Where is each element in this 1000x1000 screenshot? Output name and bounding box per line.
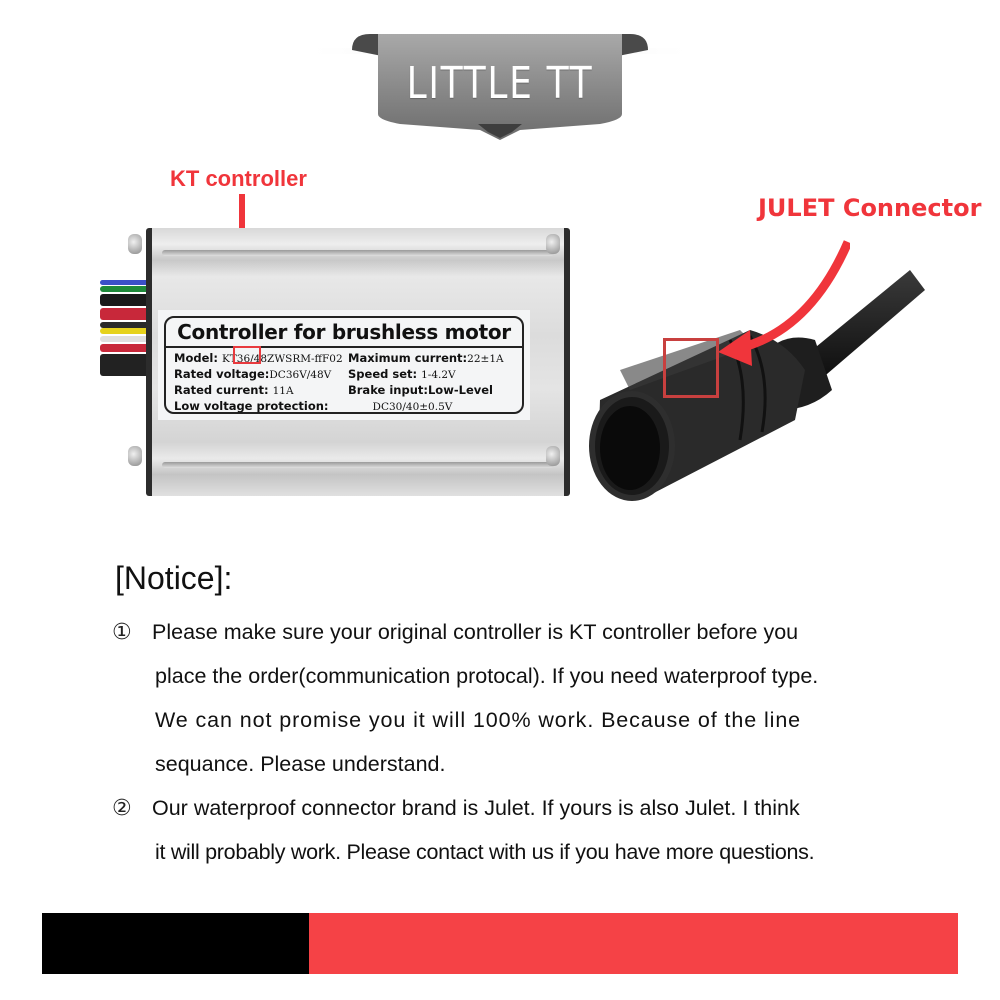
julet-logo-highlight-box [663,338,719,398]
notice-item-1-line-4: sequance. Please understand. [155,752,446,776]
spec-rated-current: Rated current: 11A [174,383,294,397]
spec-label-plate [158,310,530,420]
item-1-marker: ① [112,620,132,645]
footer-bar-black [42,913,309,974]
spec-brake-input: Brake input:Low-Level [348,383,493,397]
notice-item-2-line-2: it will probably work. Please contact with us if you have more questions. [155,840,815,864]
spec-model: Model: KT36/48ZWSRM-ffF02 [174,351,343,365]
spec-rated-voltage: Rated voltage:DC36V/48V [174,367,332,381]
spec-max-current: Maximum current:22±1A [348,351,504,365]
julet-connector-label: JULET Connector [758,194,982,222]
notice-heading: [Notice]: [115,560,233,596]
kt-model-highlight-box [233,346,261,364]
spec-title: Controller for brushless motor [166,320,522,348]
notice-item-1-line-3: We can not promise you it will 100% work. Because of the line [155,708,802,732]
notice-item-1-line-2: place the order(communication protocal). If you need waterproof type. [155,664,819,688]
wire-bundle [100,268,150,408]
item-2-marker: ② [112,796,132,821]
footer-bar-red [309,913,958,974]
curved-arrow-icon [700,240,850,380]
brand-banner [300,28,700,148]
notice-item-2-line-1: Our waterproof connector brand is Julet. If yours is also Julet. I think [152,796,800,820]
kt-controller-image [98,220,560,500]
brand-title: LITTLE TT [406,58,594,109]
notice-item-1-line-1: Please make sure your original controller is KT controller before you [152,620,799,644]
kt-controller-label: KT controller [170,166,307,191]
spec-low-voltage: Low voltage protection: DC30/40±0.5V [174,399,453,413]
spec-speed-set: Speed set: 1-4.2V [348,367,456,381]
